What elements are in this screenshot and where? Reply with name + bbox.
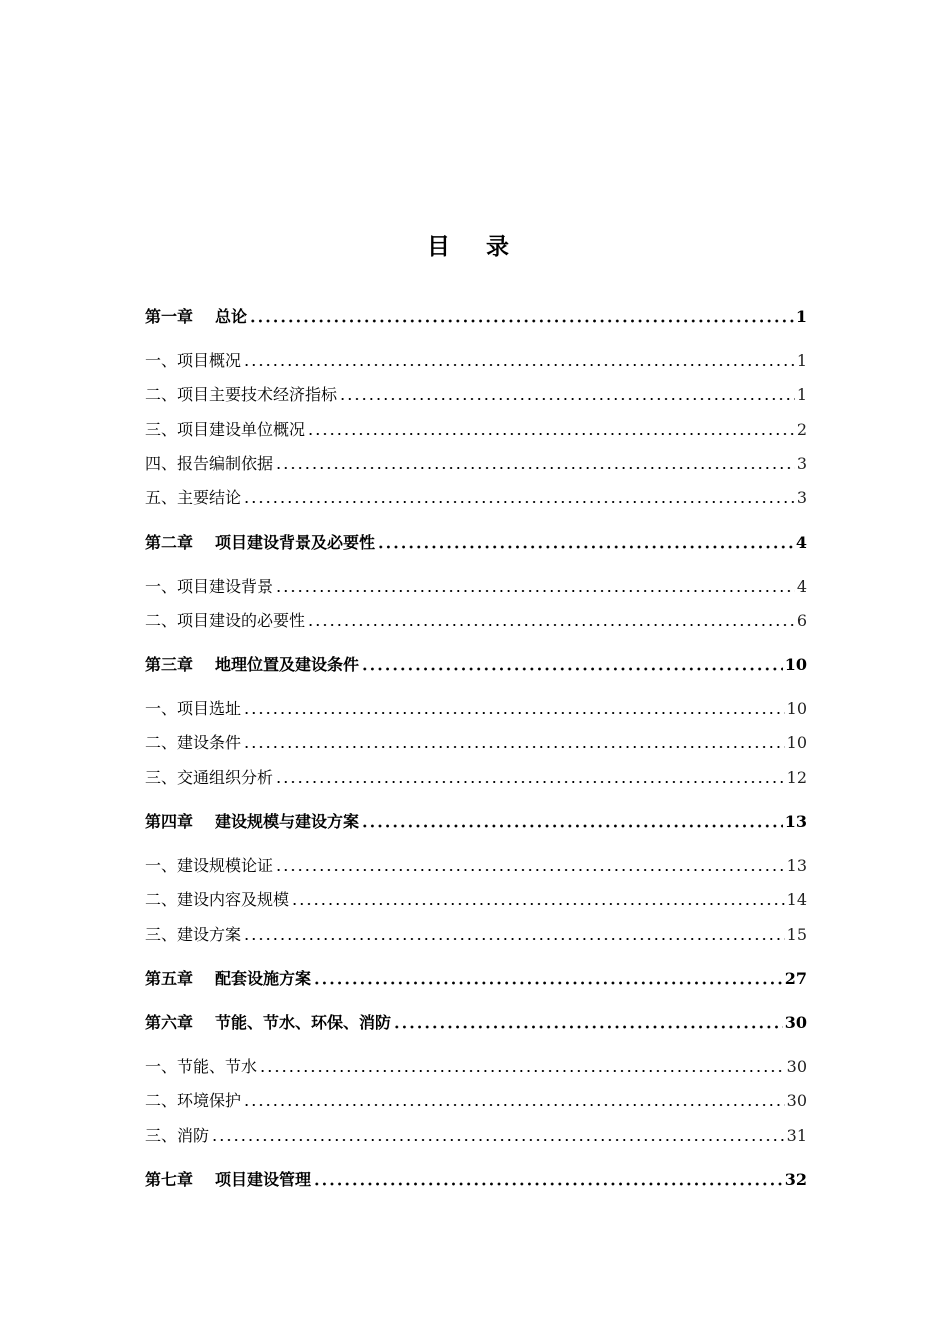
toc-chapter-entry[interactable] (145, 1012, 807, 1034)
toc-entry-page-number: 2 (796, 420, 807, 439)
toc-chapter-entry[interactable] (145, 654, 807, 676)
toc-entry-page-number: 13 (784, 812, 807, 831)
toc-entry-page-number: 15 (786, 925, 807, 944)
toc-entry-label: 消防 (177, 1126, 210, 1145)
toc-entry-label: 项目建设背景 (177, 577, 274, 596)
page-title: 目 录 (426, 233, 523, 260)
toc-entry-page-number: 13 (786, 856, 807, 875)
dot-leader (275, 466, 795, 470)
dot-leader (361, 824, 783, 828)
toc-section-entry[interactable] (145, 576, 807, 598)
dot-leader (307, 432, 795, 436)
toc-entry-label: 项目建设管理 (215, 1170, 312, 1189)
dot-leader (313, 1182, 783, 1186)
toc-entry-page-number: 12 (786, 768, 807, 787)
toc-entry-number: 一、 (145, 351, 178, 370)
toc-entry-label: 配套设施方案 (215, 969, 312, 988)
toc-entry-number: 二、 (145, 890, 178, 909)
toc-entry-number: 第二章 (145, 533, 194, 552)
dot-leader (259, 1069, 785, 1073)
toc-chapter-entry[interactable] (145, 1169, 807, 1191)
toc-entry-number: 一、 (145, 577, 178, 596)
toc-section-entry[interactable] (145, 419, 807, 441)
toc-entry-page-number: 30 (786, 1091, 807, 1110)
toc-entry-label: 交通组织分析 (177, 768, 274, 787)
dot-leader (313, 981, 783, 985)
toc-section-entry[interactable] (145, 1125, 807, 1147)
dot-leader (361, 667, 783, 671)
toc-entry-label: 项目概况 (177, 351, 242, 370)
toc-entry-page-number: 14 (786, 890, 807, 909)
dot-leader (275, 780, 785, 784)
toc-entry-label: 建设规模论证 (177, 856, 274, 875)
toc-entry-label: 项目建设背景及必要性 (215, 533, 376, 552)
toc-entry-label: 项目主要技术经济指标 (177, 385, 338, 404)
toc-entry-number: 第七章 (145, 1170, 194, 1189)
toc-entry-page-number: 10 (784, 655, 807, 674)
toc-entry-label: 节能、节水、环保、消防 (215, 1013, 392, 1032)
toc-section-entry[interactable] (145, 889, 807, 911)
toc-entry-label: 建设方案 (177, 925, 242, 944)
toc-entry-page-number: 1 (795, 307, 807, 326)
dot-leader (243, 937, 785, 941)
toc-entry-number: 三、 (145, 1126, 178, 1145)
toc-entry-page-number: 32 (784, 1170, 807, 1189)
toc-entry-number: 一、 (145, 699, 178, 718)
toc-entry-page-number: 30 (786, 1057, 807, 1076)
toc-entry-number: 二、 (145, 611, 178, 630)
toc-entry-label: 地理位置及建设条件 (215, 655, 360, 674)
toc-entry-page-number: 3 (796, 488, 807, 507)
toc-entry-page-number: 10 (786, 733, 807, 752)
toc-entry-label: 主要结论 (177, 488, 242, 507)
toc-entry-number: 三、 (145, 925, 178, 944)
toc-entry-number: 二、 (145, 1091, 178, 1110)
toc-section-entry[interactable] (145, 384, 807, 406)
toc-entry-number: 二、 (145, 733, 178, 752)
toc-chapter-entry[interactable] (145, 532, 807, 554)
toc-section-entry[interactable] (145, 487, 807, 509)
toc-section-entry[interactable] (145, 855, 807, 877)
toc-entry-label: 环境保护 (177, 1091, 242, 1110)
dot-leader (291, 902, 785, 906)
toc-entry-page-number: 30 (784, 1013, 807, 1032)
toc-entry-label: 项目建设单位概况 (177, 420, 306, 439)
dot-leader (243, 500, 795, 504)
toc-entry-number: 四、 (145, 454, 178, 473)
toc-section-entry[interactable] (145, 453, 807, 475)
toc-entry-number: 第六章 (145, 1013, 194, 1032)
toc-section-entry[interactable] (145, 1090, 807, 1112)
toc-section-entry[interactable] (145, 924, 807, 946)
toc-chapter-entry[interactable] (145, 306, 807, 328)
toc-entry-number: 五、 (145, 488, 178, 507)
toc-section-entry[interactable] (145, 698, 807, 720)
toc-entry-label: 节能、节水 (177, 1057, 258, 1076)
dot-leader (211, 1138, 785, 1142)
toc-entry-label: 建设规模与建设方案 (215, 812, 360, 831)
toc-section-entry[interactable] (145, 732, 807, 754)
toc-entry-page-number: 27 (784, 969, 807, 988)
dot-leader (243, 1103, 785, 1107)
toc-entry-page-number: 1 (796, 385, 807, 404)
dot-leader (243, 745, 785, 749)
toc-chapter-entry[interactable] (145, 968, 807, 990)
toc-entry-label: 建设内容及规模 (177, 890, 290, 909)
toc-entry-page-number: 4 (796, 577, 807, 596)
dot-leader (249, 319, 794, 323)
toc-entry-page-number: 1 (796, 351, 807, 370)
dot-leader (275, 868, 785, 872)
toc-entry-number: 第五章 (145, 969, 194, 988)
toc-entry-number: 二、 (145, 385, 178, 404)
toc-entry-number: 第四章 (145, 812, 194, 831)
toc-section-entry[interactable] (145, 1056, 807, 1078)
toc-section-entry[interactable] (145, 767, 807, 789)
toc-entry-label: 项目选址 (177, 699, 242, 718)
toc-entry-number: 一、 (145, 1057, 178, 1076)
toc-entry-page-number: 6 (796, 611, 807, 630)
toc-chapter-entry[interactable] (145, 811, 807, 833)
toc-entry-page-number: 4 (795, 533, 807, 552)
toc-entry-page-number: 10 (786, 699, 807, 718)
toc-section-entry[interactable] (145, 350, 807, 372)
dot-leader (377, 545, 794, 549)
toc-entry-number: 第一章 (145, 307, 194, 326)
dot-leader (243, 363, 795, 367)
dot-leader (307, 623, 795, 627)
dot-leader (393, 1025, 783, 1029)
dot-leader (275, 589, 795, 593)
toc-entry-number: 第三章 (145, 655, 194, 674)
toc-entry-number: 一、 (145, 856, 178, 875)
toc-section-entry[interactable] (145, 610, 807, 632)
dot-leader (339, 397, 795, 401)
dot-leader (243, 711, 785, 715)
toc-entry-label: 报告编制依据 (177, 454, 274, 473)
toc-entry-page-number: 31 (786, 1126, 807, 1145)
toc-entry-label: 建设条件 (177, 733, 242, 752)
toc-entry-label: 项目建设的必要性 (177, 611, 306, 630)
toc-entry-number: 三、 (145, 420, 178, 439)
toc-entry-number: 三、 (145, 768, 178, 787)
toc-entry-label: 总论 (215, 307, 248, 326)
toc-entry-page-number: 3 (796, 454, 807, 473)
